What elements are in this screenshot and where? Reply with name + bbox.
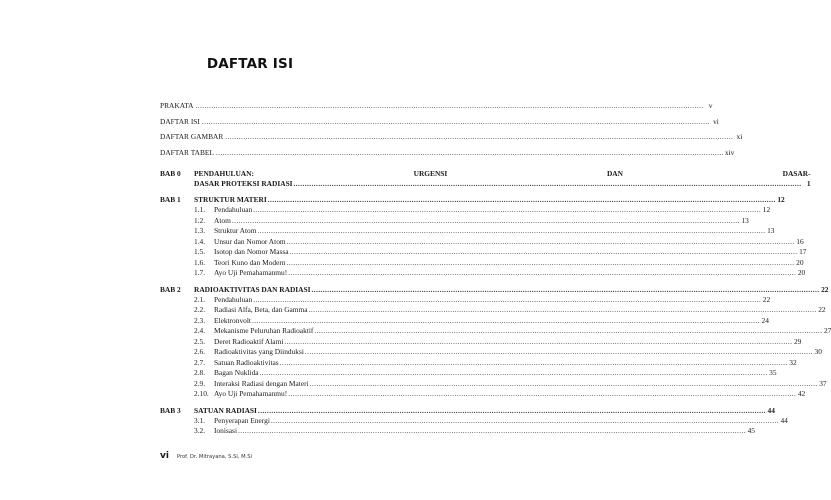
dot-leader xyxy=(260,368,768,378)
chapter-page: 22 xyxy=(821,284,829,294)
dot-leader xyxy=(309,305,817,315)
chapter-page: 12 xyxy=(777,195,785,204)
front-matter xyxy=(160,101,743,163)
toc-section[interactable]: 1.7. Ayo Uji Pemahamanmu! ..... 20 xyxy=(194,268,387,279)
chapter-1-sections xyxy=(160,205,807,279)
chapter-title-line2: DASAR PROTEKSI RADIASI ..... 1 xyxy=(194,179,811,189)
toc-entry-page: xiv xyxy=(724,147,735,157)
chapter-title-line1: PENDAHULUAN: URGENSI DAN DASAR- xyxy=(194,169,811,178)
toc-entry-prakata[interactable] xyxy=(160,101,713,117)
chapter-title: SATUAN RADIASI xyxy=(194,405,257,415)
toc-section[interactable]: 2.3. Elektronvolt ..... 24 xyxy=(194,316,387,327)
toc-section[interactable]: 2.4. Mekanisme Peluruhan Radioaktif ..... 27 xyxy=(194,326,387,337)
page-number: vi xyxy=(160,451,169,461)
toc-section[interactable]: 1.1. Pendahuluan ..... 12 xyxy=(194,205,387,216)
dot-leader xyxy=(238,426,746,436)
dot-leader xyxy=(280,358,788,368)
toc-section[interactable]: 3.1. Penyerapan Energi ..... 44 xyxy=(194,416,387,427)
toc-section[interactable]: 2.9. Interaksi Radiasi dengan Materi ..... 37 xyxy=(194,379,387,390)
dot-leader xyxy=(305,347,813,357)
toc-section[interactable]: 2.5. Deret Radioaktif Alami ..... 29 xyxy=(194,337,387,348)
chapter-title: STRUKTUR MATERI xyxy=(194,195,267,204)
page-footer xyxy=(160,451,252,461)
dot-leader xyxy=(312,285,820,295)
dot-leader xyxy=(253,205,761,215)
chapter-number: BAB 1 xyxy=(160,195,181,204)
dot-leader xyxy=(294,179,802,189)
toc-section[interactable]: 2.1. Pendahuluan ..... 22 xyxy=(194,295,387,306)
dot-leader xyxy=(288,268,796,278)
toc-entry-label: DAFTAR GAMBAR xyxy=(160,132,224,141)
chapter-3-sections xyxy=(160,415,788,437)
toc-section[interactable]: 1.4. Unsur dan Nomor Atom ..... 16 xyxy=(194,237,387,248)
dot-leader xyxy=(202,117,710,127)
dot-leader xyxy=(252,316,760,326)
dot-leader xyxy=(290,247,798,257)
chapter-heading[interactable] xyxy=(160,284,829,295)
toc-section[interactable]: 2.2. Radiasi Alfa, Beta, dan Gamma ..... 22 xyxy=(194,305,387,316)
toc-chapter-3 xyxy=(160,405,775,416)
dot-leader xyxy=(225,132,733,142)
toc-entry-label: PRAKATA xyxy=(160,101,194,110)
toc-entry-daftar-gambar[interactable] xyxy=(160,132,743,148)
toc-entry-daftar-isi[interactable] xyxy=(160,116,719,133)
toc-section[interactable]: 1.5. Isotop dan Nomor Massa ..... 17 xyxy=(194,247,387,258)
dot-leader xyxy=(287,258,795,268)
toc-section[interactable]: 1.6. Teori Kuno dan Modern ..... 20 xyxy=(194,258,387,269)
dot-leader xyxy=(310,379,818,389)
chapter-page: 44 xyxy=(767,405,775,415)
chapter-number: BAB 3 xyxy=(160,405,181,415)
toc-section[interactable]: 2.6. Radioaktivitas yang Diinduksi ..... 30 xyxy=(194,347,387,358)
dot-leader xyxy=(314,326,822,336)
chapter-title: RADIOAKTIVITAS DAN RADIASI xyxy=(194,284,311,294)
toc-entry-label: DAFTAR TABEL xyxy=(160,147,214,157)
chapter-heading[interactable] xyxy=(160,195,785,205)
toc-chapter-2 xyxy=(160,284,829,295)
chapter-heading[interactable] xyxy=(160,405,775,416)
toc-section[interactable]: 1.2. Atom ..... 13 xyxy=(194,216,387,227)
toc-entry-page: xi xyxy=(736,132,743,141)
toc-section[interactable]: 1.3. Struktur Atom ..... 13 xyxy=(194,226,387,237)
toc-section[interactable]: 3.2. Ionisasi ..... 45 xyxy=(194,426,387,437)
toc-entry-page: v xyxy=(708,101,713,110)
dot-leader xyxy=(232,216,740,226)
toc-entry-label: DAFTAR ISI xyxy=(160,116,200,126)
toc-chapter-0[interactable] xyxy=(160,169,811,189)
author-name: Prof. Dr. Mitrayana, S.Si, M.Si xyxy=(176,454,252,460)
toc-section[interactable]: 2.7. Satuan Radioaktivitas ..... 32 xyxy=(194,358,387,369)
page-title: DAFTAR ISI xyxy=(206,56,294,72)
toc-entry-page: vi xyxy=(713,116,719,126)
dot-leader xyxy=(258,406,766,416)
dot-leader xyxy=(271,416,779,426)
dot-leader xyxy=(288,389,796,399)
chapter-2-sections xyxy=(160,294,831,400)
dot-leader xyxy=(216,148,724,158)
toc-entry-daftar-tabel[interactable] xyxy=(160,147,735,164)
dot-leader xyxy=(284,337,792,347)
toc-section[interactable]: 2.10. Ayo Uji Pemahamanmu! ..... 42 xyxy=(194,389,387,400)
dot-leader xyxy=(268,195,776,205)
toc-chapter-1 xyxy=(160,195,785,205)
dot-leader xyxy=(196,101,704,111)
dot-leader xyxy=(258,226,766,236)
chapter-page: 1 xyxy=(806,179,811,188)
dot-leader xyxy=(287,237,795,247)
chapter-number: BAB 2 xyxy=(160,284,181,294)
chapter-number: BAB 0 xyxy=(160,169,181,178)
dot-leader xyxy=(253,295,761,305)
toc-section[interactable]: 2.8. Bagan Nuklida ..... 35 xyxy=(194,368,387,379)
table-of-contents xyxy=(160,101,831,437)
